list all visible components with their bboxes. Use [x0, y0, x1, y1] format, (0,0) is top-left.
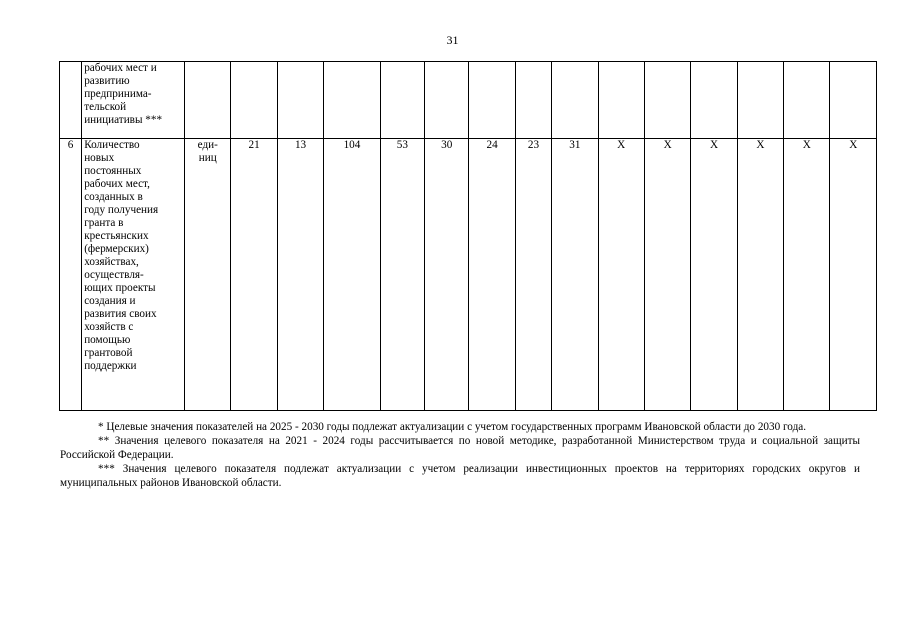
name-line: рабочих мест и — [84, 62, 157, 74]
value-cell: 23 — [515, 139, 551, 411]
name-line: ющих проекты — [84, 282, 156, 294]
unit-line: еди- — [197, 139, 218, 151]
value-cell — [231, 62, 277, 139]
value-cell: X — [830, 139, 877, 411]
value-cell: X — [598, 139, 644, 411]
value-cell: 13 — [277, 139, 323, 411]
name-line: развитию — [84, 75, 130, 87]
value-cell — [277, 62, 323, 139]
value-cell — [598, 62, 644, 139]
value-cell: 24 — [469, 139, 515, 411]
footnote: *** Значения целевого показателя подлежат актуализации с учетом реализации инвестиционных проектов на территориях городских округов и муниципальных районов Ивановской области. — [60, 463, 860, 489]
footnotes — [60, 420, 860, 490]
value-cell: 53 — [380, 139, 424, 411]
name-line: помощью — [84, 334, 131, 346]
value-cell — [784, 62, 830, 139]
name-line: тельской — [84, 101, 127, 113]
name-line: хозяйств с — [84, 321, 134, 333]
unit-cell — [185, 62, 231, 139]
name-line: осуществля- — [84, 269, 144, 281]
unit-line: ниц — [198, 152, 217, 164]
row-number-cell: 6 — [60, 139, 82, 411]
value-cell — [324, 62, 380, 139]
value-cell — [644, 62, 690, 139]
value-cell: X — [644, 139, 690, 411]
name-line: Количество — [84, 139, 140, 151]
unit-cell — [185, 139, 231, 411]
name-line: рабочих мест, — [84, 178, 150, 190]
value-cell: 30 — [425, 139, 469, 411]
name-line: постоянных — [84, 165, 142, 177]
value-cell — [380, 62, 424, 139]
value-cell: X — [737, 139, 783, 411]
name-line: крестьянских — [84, 230, 149, 242]
name-line: создания и — [84, 295, 136, 307]
value-cell — [425, 62, 469, 139]
value-cell — [515, 62, 551, 139]
value-cell: 31 — [552, 139, 598, 411]
page-number: 31 — [446, 33, 459, 47]
indicator-name-cell — [82, 62, 185, 139]
indicators-table — [59, 61, 877, 411]
name-line: гранта в — [84, 217, 124, 229]
footnote: * Целевые значения показателей на 2025 - 2030 годы подлежат актуализации с учетом государственных программ Ивановской области до 2030 года. — [98, 421, 807, 433]
value-cell: X — [691, 139, 737, 411]
value-cell — [469, 62, 515, 139]
value-cell — [552, 62, 598, 139]
name-line: году получения — [84, 204, 159, 216]
name-line: инициативы *** — [84, 114, 163, 126]
value-cell: X — [784, 139, 830, 411]
value-cell: 21 — [231, 139, 277, 411]
name-line: новых — [84, 152, 115, 164]
table-row — [60, 62, 877, 139]
row-number-cell — [60, 62, 82, 139]
name-line: хозяйствах, — [84, 256, 139, 268]
name-line: созданных в — [84, 191, 143, 203]
footnote: ** Значения целевого показателя на 2021 - 2024 годы рассчитывается по новой методике, разработанной Министерством труда и социальной защиты Российской Федерации. — [60, 435, 860, 461]
name-line: предпринима- — [84, 88, 152, 100]
name-line: развития своих — [84, 308, 157, 320]
value-cell: 104 — [324, 139, 380, 411]
value-cell — [737, 62, 783, 139]
name-line: поддержки — [84, 360, 137, 372]
name-line: (фермерских) — [84, 243, 149, 255]
indicator-name-cell — [82, 139, 185, 411]
value-cell — [691, 62, 737, 139]
value-cell — [830, 62, 877, 139]
name-line: грантовой — [84, 347, 133, 359]
table-row — [60, 139, 877, 411]
